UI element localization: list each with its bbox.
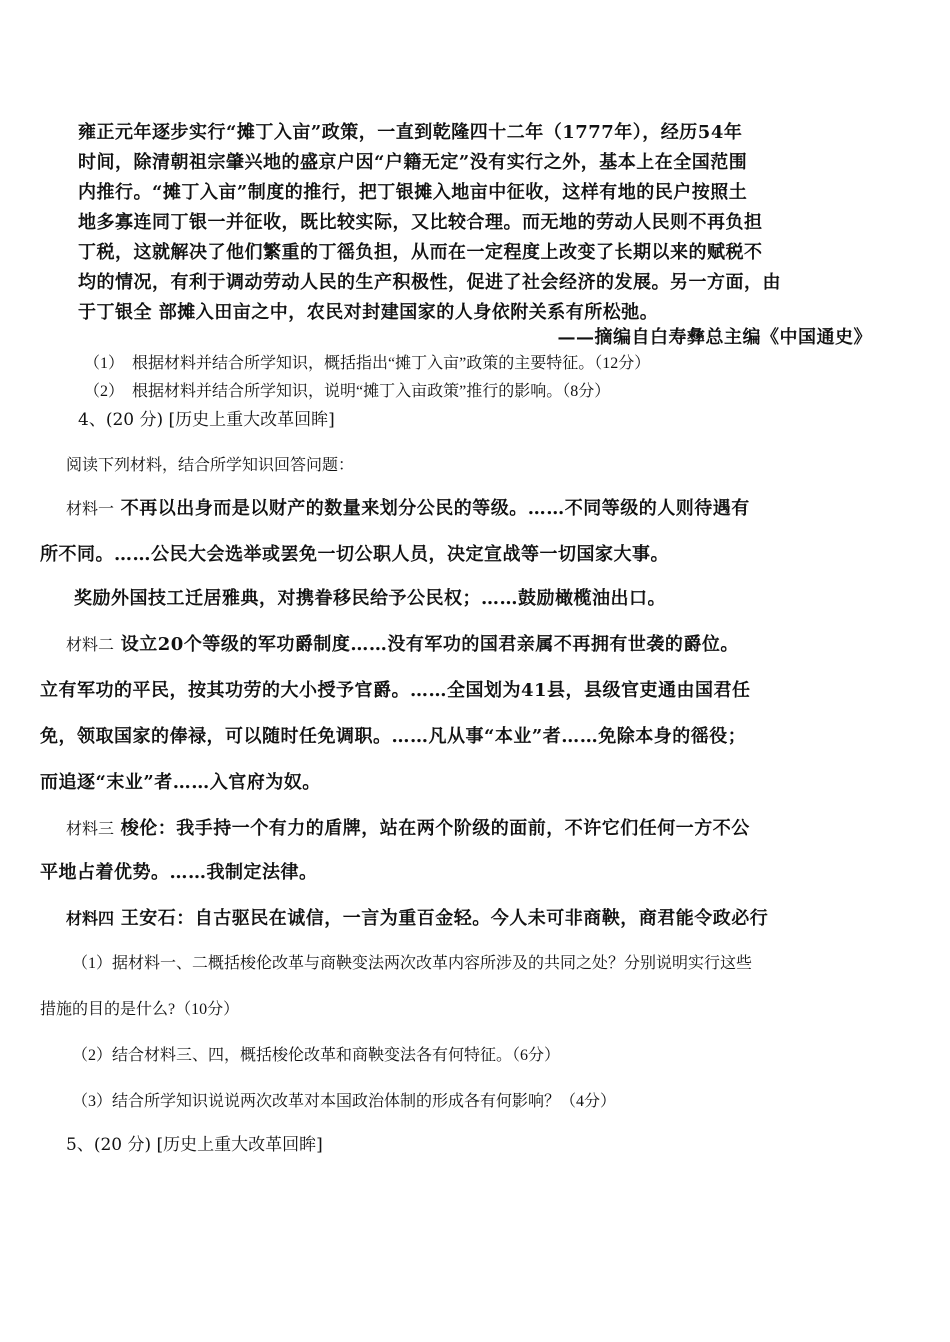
- passage-line: 内推行。“摊丁入亩”制度的推行，把丁银摊入地亩中征收，这样有地的民户按照土: [78, 182, 748, 203]
- material-text: 梭伦：我手持一个有力的盾牌，站在两个阶级的面前，不许它们任何一方不公: [114, 818, 750, 839]
- passage-attribution: ——摘编自白寿彝总主编《中国通史》: [557, 327, 872, 348]
- passage-line: 时间，除清朝祖宗肇兴地的盛京户因“户籍无定”没有实行之外，基本上在全国范围: [78, 152, 748, 173]
- material-3-line-1: [66, 814, 750, 840]
- passage-line: 于丁银全 部摊入田亩之中，农民对封建国家的人身依附关系有所松弛。: [78, 302, 659, 323]
- material-3-line-2: 平地占着优势。……我制定法律。: [40, 862, 318, 883]
- material-text: 王安石：自古驱民在诚信，一言为重百金轻。今人未可非商鞅，商君能令政必行: [114, 908, 769, 929]
- material-text: 不再以出身而是以财产的数量来划分公民的等级。……不同等级的人则待遇有: [114, 498, 750, 519]
- material-label: 材料一: [66, 501, 115, 518]
- material-label: 材料二: [66, 637, 115, 654]
- section-4-intro: 阅读下列材料，结合所学知识回答问题：: [66, 457, 355, 474]
- material-1-line-1: [66, 494, 750, 520]
- question-item-continued: 措施的目的是什么?（10分）: [40, 1001, 240, 1018]
- material-1-line-2: 所不同。……公民大会选举或罢免一切公职人员，决定宣战等一切国家大事。: [40, 544, 669, 565]
- passage-line: 均的情况，有利于调动劳动人民的生产积极性，促进了社会经济的发展。另一方面，由: [78, 272, 781, 293]
- material-2-line-2: 立有军功的平民，按其功劳的大小授予官爵。……全国划为41县，县级官吏通由国君任: [40, 680, 751, 701]
- section-5-heading: 5、(20 分) [历史上重大改革回眸]: [66, 1135, 323, 1155]
- material-2-line-4: 而追逐“末业”者……入官府为奴。: [40, 772, 321, 793]
- material-2-line-3: 免，领取国家的俸禄，可以随时任免调职。……凡从事“本业”者……免除本身的徭役；: [40, 726, 747, 747]
- material-1-line-3: 奖励外国技工迁居雅典，对携眷移民给予公民权；……鼓励橄榄油出口。: [74, 588, 666, 609]
- passage-line: 地多寡连同丁银一并征收，既比较实际，又比较合理。而无地的劳动人民则不再负担: [78, 212, 763, 233]
- question-item: （2） 根据材料并结合所学知识，说明“摊丁入亩政策”推行的影响。（8分）: [84, 383, 611, 400]
- question-item: （1）据材料一、二概括梭伦改革与商鞅变法两次改革内容所涉及的共同之处？分别说明实行这些: [72, 955, 753, 972]
- passage-line: 丁税，这就解决了他们繁重的丁徭负担，从而在一定程度上改变了长期以来的赋税不: [78, 242, 763, 263]
- material-label: 材料四: [66, 911, 115, 928]
- material-2-line-1: [66, 630, 739, 656]
- question-item: （1） 根据材料并结合所学知识，概括指出“摊丁入亩”政策的主要特征。（12分）: [84, 355, 651, 372]
- question-item: （3）结合所学知识说说两次改革对本国政治体制的形成各有何影响？（4分）: [72, 1093, 617, 1110]
- material-label: 材料三: [66, 821, 115, 838]
- material-text: 设立20个等级的军功爵制度……没有军功的国君亲属不再拥有世袭的爵位。: [114, 634, 739, 655]
- section-4-heading: 4、(20 分) [历史上重大改革回眸]: [78, 410, 335, 430]
- material-4-line-1: [66, 904, 768, 930]
- question-item: （2）结合材料三、四，概括梭伦改革和商鞅变法各有何特征。（6分）: [72, 1047, 561, 1064]
- passage-line: 雍正元年逐步实行“摊丁入亩”政策，一直到乾隆四十二年（1777年），经历54年: [78, 122, 743, 143]
